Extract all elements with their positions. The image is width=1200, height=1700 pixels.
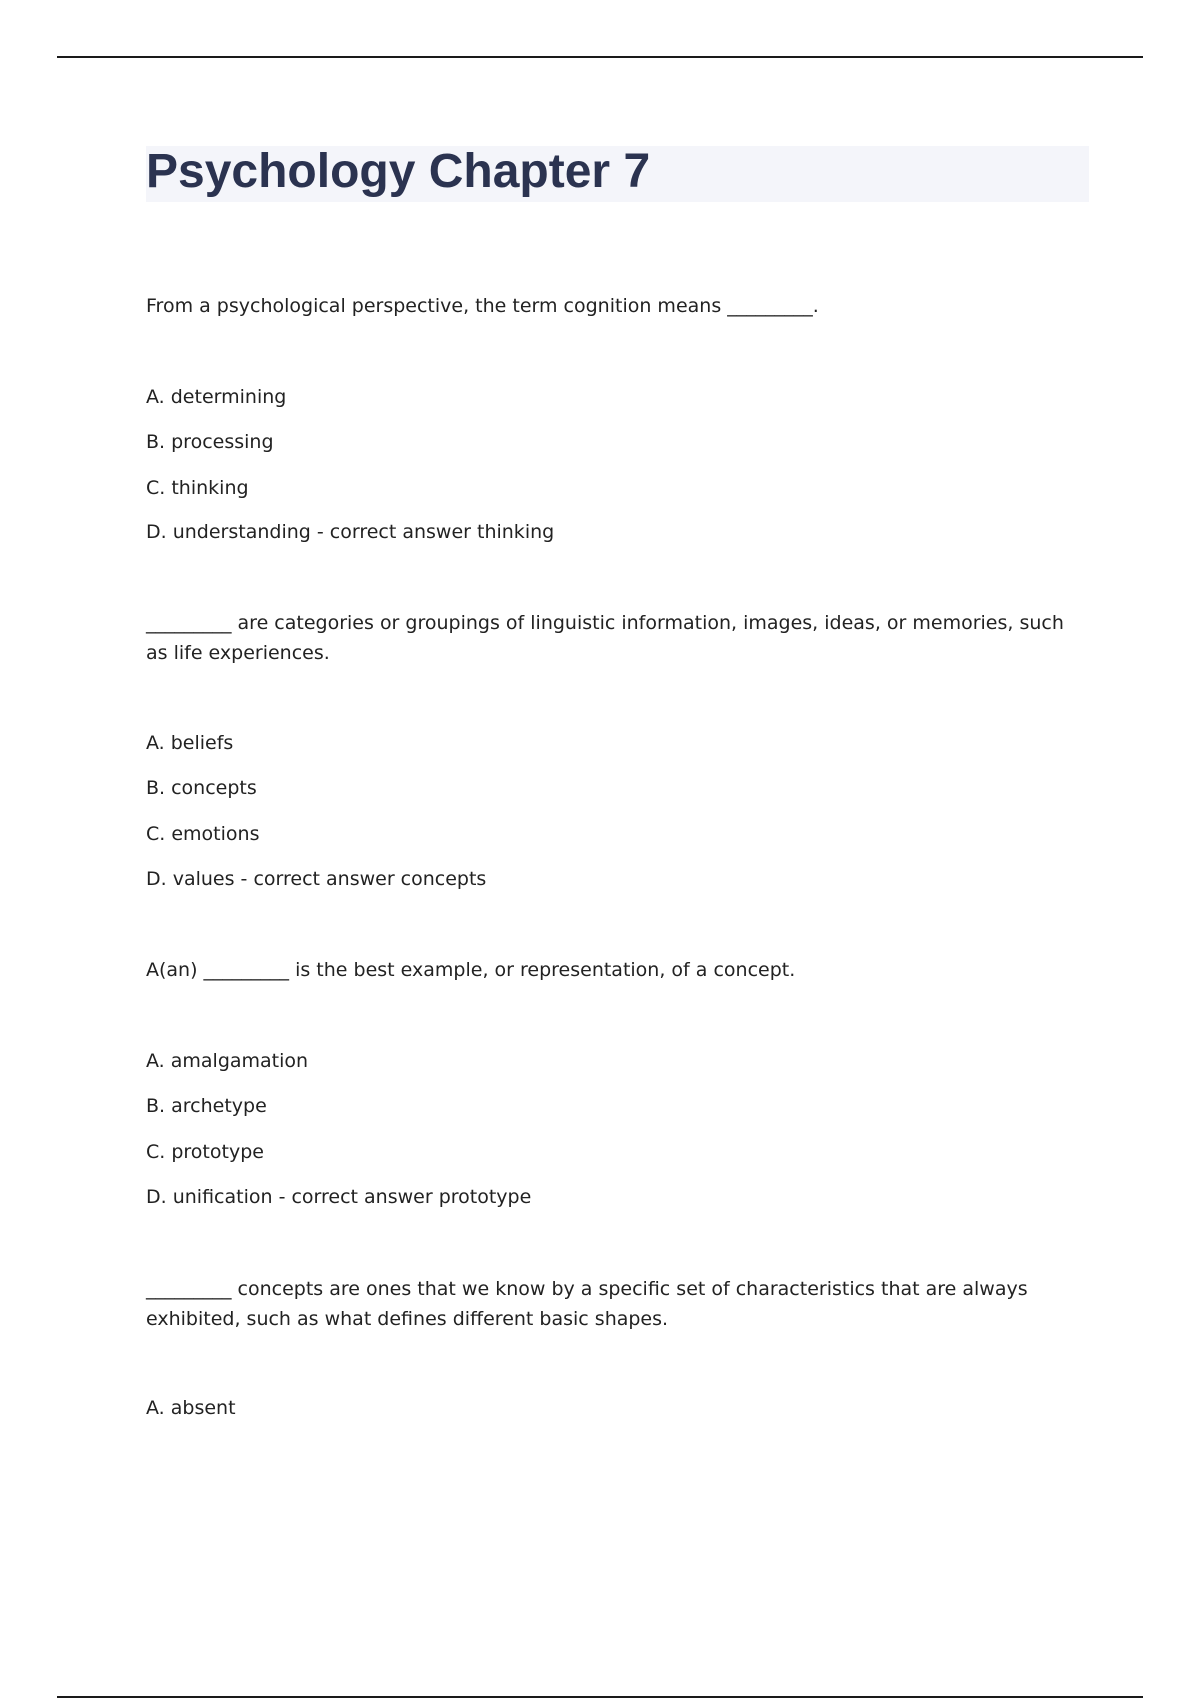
answer-option: D. unification - correct answer prototype [146, 1186, 532, 1208]
bottom-rule [57, 1696, 1143, 1698]
top-rule [57, 56, 1143, 58]
answer-option: A. amalgamation [146, 1050, 309, 1072]
question-prompt: A(an) _________ is the best example, or representation, of a concept. [146, 959, 796, 981]
answer-option: A. beliefs [146, 732, 234, 754]
page-title: Psychology Chapter 7 [146, 145, 651, 198]
answer-option: B. processing [146, 431, 274, 453]
answer-option: C. prototype [146, 1141, 264, 1163]
answer-option: A. determining [146, 386, 287, 408]
answer-option: B. archetype [146, 1095, 267, 1117]
answer-option: A. absent [146, 1397, 236, 1419]
answer-option: B. concepts [146, 777, 257, 799]
question-prompt: From a psychological perspective, the term cognition means _________. [146, 295, 819, 317]
answer-option: D. values - correct answer concepts [146, 868, 487, 890]
question-prompt: _________ are categories or groupings of linguistic information, images, ideas, or memories, such as life experiences. [146, 612, 1064, 664]
answer-option: C. emotions [146, 823, 260, 845]
answer-option: C. thinking [146, 477, 249, 499]
answer-option: D. understanding - correct answer thinking [146, 521, 555, 543]
question-prompt: _________ concepts are ones that we know by a specific set of characteristics that are always exhibited, such as what defines different basic shapes. [146, 1278, 1028, 1330]
